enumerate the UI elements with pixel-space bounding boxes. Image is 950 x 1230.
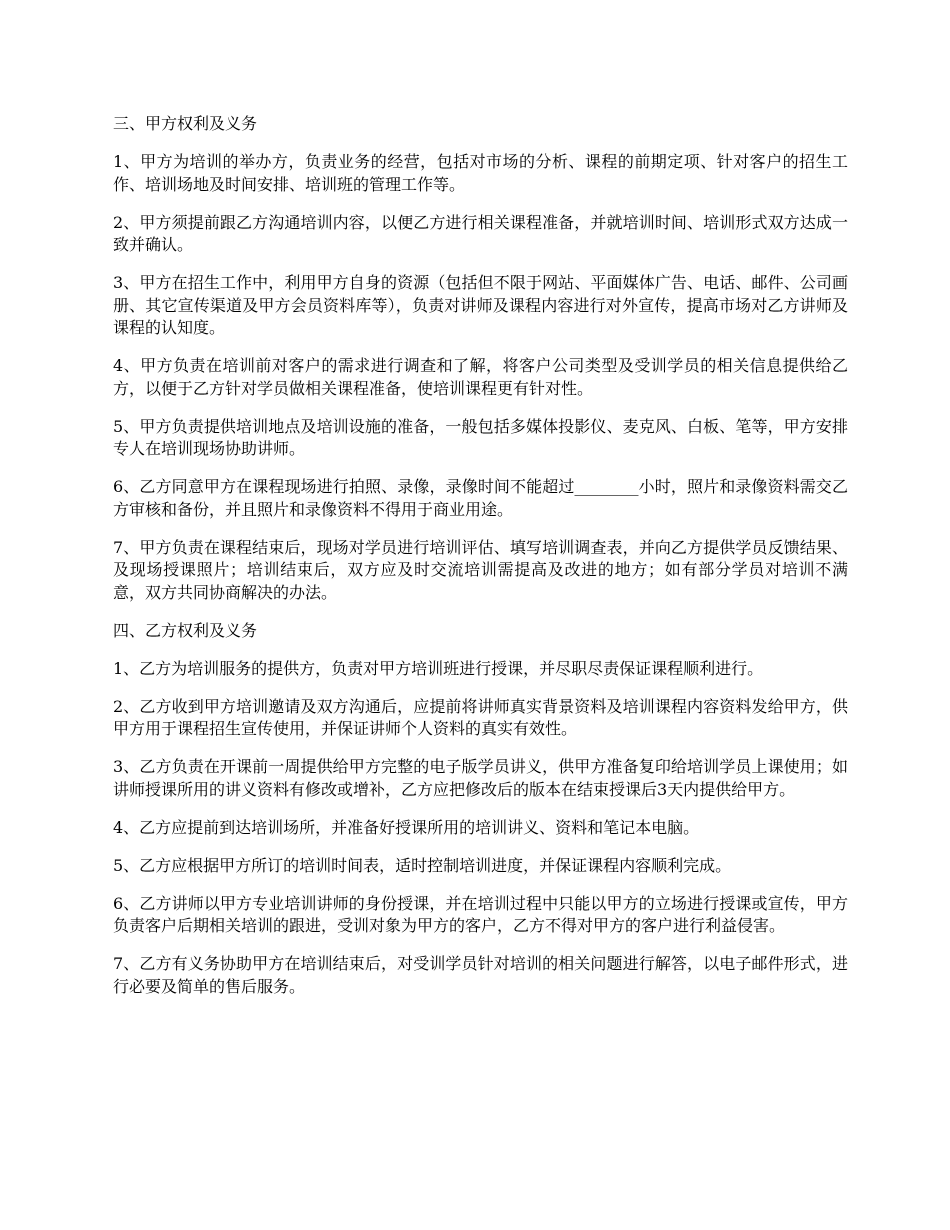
clause-b-5: 5、乙方应根据甲方所订的培训时间表，适时控制培训进度，并保证课程内容顺利完成。 xyxy=(113,855,732,875)
clause-a-4: 4、甲方负责在培训前对客户的需求进行调查和了解，将客户公司类型及受训学员的相关信息提供给乙方，以便于乙方针对学员做相关课程准备，使培训课程更有针对性。 xyxy=(113,356,848,398)
section-heading: 三、甲方权利及义务 xyxy=(113,114,258,133)
clause-a-1: 1、甲方为培训的举办方，负责业务的经营，包括对市场的分析、课程的前期定项、针对客户的招生工作、培训场地及时间安排、培训班的管理工作等。 xyxy=(113,152,848,194)
document-page xyxy=(113,113,848,1014)
clause-b-1: 1、乙方为培训服务的提供方，负责对甲方培训班进行授课，并尽职尽责保证课程顺利进行。 xyxy=(113,658,764,678)
clause-b-7: 7、乙方有义务协助甲方在培训结束后，对受训学员针对培训的相关问题进行解答，以电子邮件形式，进行必要及简单的售后服务。 xyxy=(113,954,848,996)
section-party-a xyxy=(113,113,848,604)
clause-b-6: 6、乙方讲师以甲方专业培训讲师的身份授课，并在培训过程中只能以甲方的立场进行授课或宣传，甲方负责客户后期相关培训的跟进，受训对象为甲方的客户，乙方不得对甲方的客户进行利益侵害。 xyxy=(113,893,848,935)
clause-b-2: 2、乙方收到甲方培训邀请及双方沟通后，应提前将讲师真实背景资料及培训课程内容资料发给甲方，供甲方用于课程招生宣传使用，并保证讲师个人资料的真实有效性。 xyxy=(113,696,848,738)
clause-a-2: 2、甲方须提前跟乙方沟通培训内容，以便乙方进行相关课程准备，并就培训时间、培训形式双方达成一致并确认。 xyxy=(113,212,848,254)
clause-b-4: 4、乙方应提前到达培训场所，并准备好授课所用的培训讲义、资料和笔记本电脑。 xyxy=(113,817,700,837)
section-party-b xyxy=(113,620,848,999)
clause-a-3: 3、甲方在招生工作中，利用甲方自身的资源（包括但不限于网站、平面媒体广告、电话、邮件、公司画册、其它宣传渠道及甲方会员资料库等），负责对讲师及课程内容进行对外宣传，提高市场对乙方讲师及课程的认知度。 xyxy=(113,273,848,337)
clause-a-5: 5、甲方负责提供培训地点及培训设施的准备，一般包括多媒体投影仪、麦克风、白板、笔等，甲方安排专人在培训现场协助讲师。 xyxy=(113,416,848,458)
section-heading: 四、乙方权利及义务 xyxy=(113,620,258,640)
clause-a-7: 7、甲方负责在课程结束后，现场对学员进行培训评估、填写培训调查表，并向乙方提供学员反馈结果、及现场授课照片；培训结束后，双方应及时交流培训需提高及改进的地方；如有部分学员对培训不满意，双方共同协商解决的办法。 xyxy=(113,537,848,602)
clause-a-6: 6、乙方同意甲方在课程现场进行拍照、录像，录像时间不能超过________小时，照片和录像资料需交乙方审核和备份，并且照片和录像资料不得用于商业用途。 xyxy=(113,477,848,519)
clause-b-3: 3、乙方负责在开课前一周提供给甲方完整的电子版学员讲义，供甲方准备复印给培训学员上课使用；如讲师授课所用的讲义资料有修改或增补，乙方应把修改后的版本在结束授课后3天内提供给甲方。 xyxy=(113,757,848,799)
